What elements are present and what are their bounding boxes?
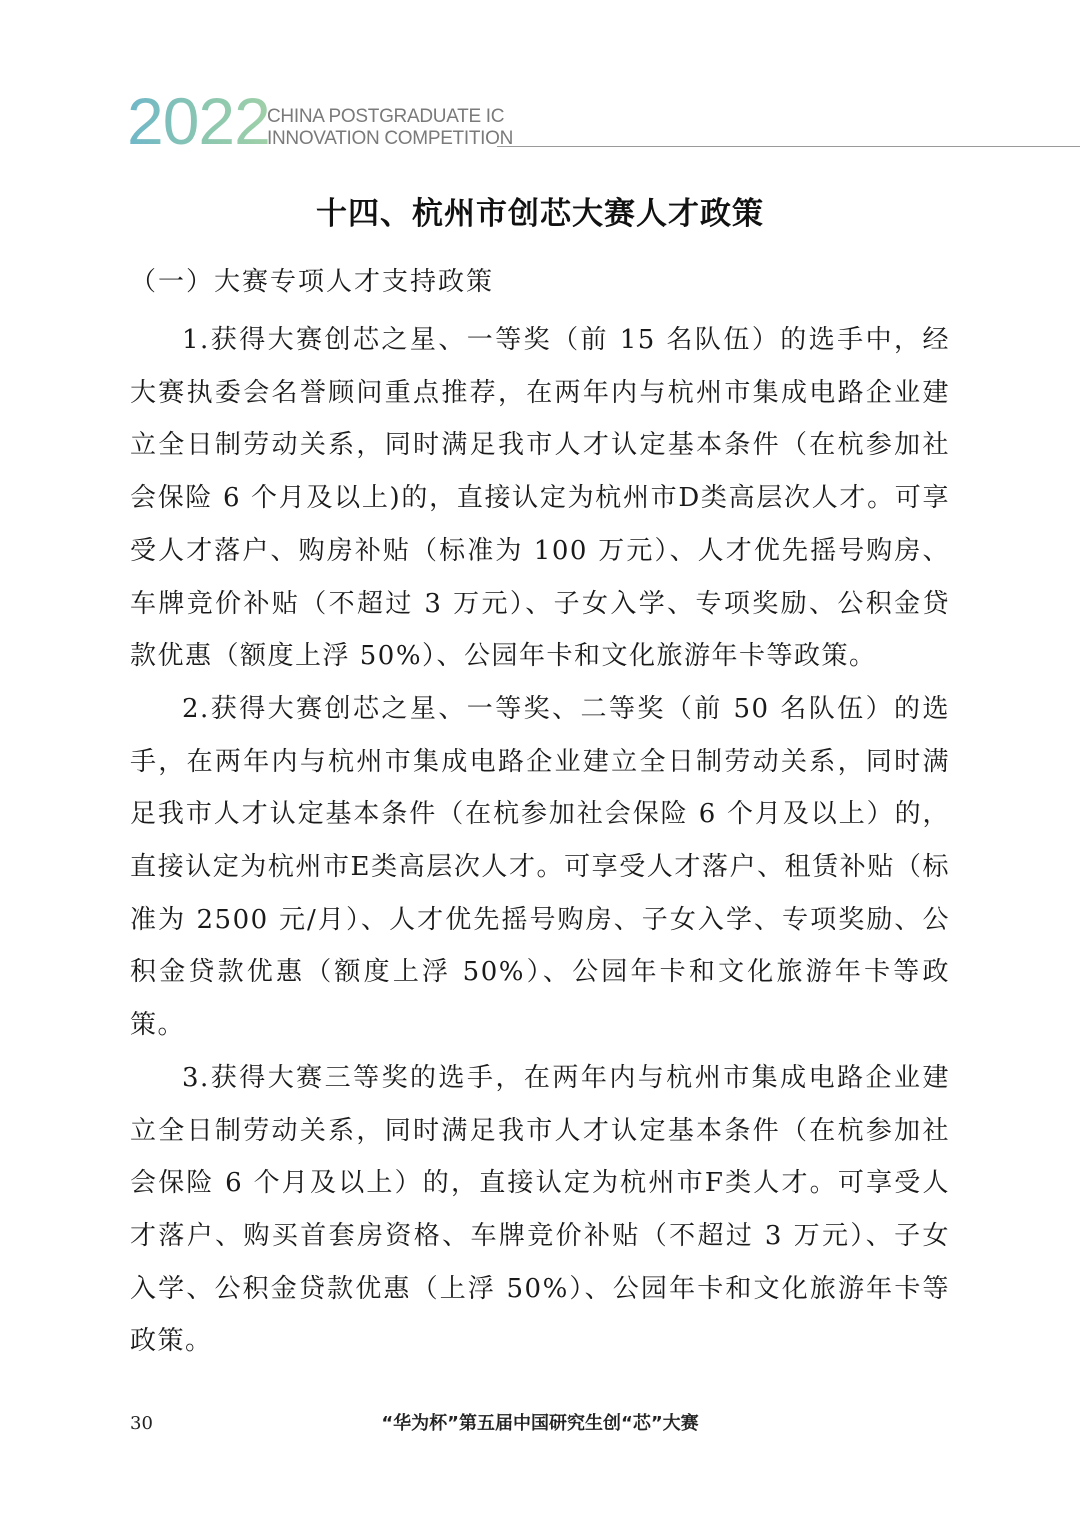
header-year: 2022 bbox=[127, 84, 270, 158]
competition-name-line-2: INNOVATION COMPETITION bbox=[267, 128, 514, 149]
header-competition-name bbox=[267, 106, 513, 150]
footer-title: “华为杯”第五届中国研究生创“芯”大赛 bbox=[381, 1413, 699, 1434]
subsection-title: （一）大赛专项人才支持政策 bbox=[130, 267, 495, 297]
page-number: 30 bbox=[130, 1413, 153, 1434]
header-rule bbox=[497, 146, 1080, 147]
paragraph-3: 3.获得大赛三等奖的选手，在两年内与杭州市集成电路企业建立全日制劳动关系，同时满足我市人才认定基本条件（在杭参加社会保险 6 个月及以上）的，直接认定为杭州市F类人才。可享受人才落户、购买首套房资格、车牌竞价补贴（不超过 3 万元）、子女入学、公积金贷款优惠（上浮 50%）、公园年卡和文化旅游年卡等政策。 bbox=[130, 1062, 950, 1357]
page-header bbox=[0, 0, 1080, 170]
paragraph-2: 2.获得大赛创芯之星、一等奖、二等奖（前 50 名队伍）的选手，在两年内与杭州市集成电路企业建立全日制劳动关系，同时满足我市人才认定基本条件（在杭参加社会保险 6 个月及以上）的，直接认定为杭州市E类高层次人才。可享受人才落户、租赁补贴（标准为 2500 元/月）、人才优先摇号购房、子女入学、专项奖励、公积金贷款优惠（额度上浮 50%）、公园年卡和文化旅游年卡等政策。 bbox=[130, 693, 950, 1041]
competition-name-line-1: CHINA POSTGRADUATE IC bbox=[267, 106, 505, 127]
section-title: 十四、杭州市创芯大赛人才政策 bbox=[316, 196, 764, 232]
document-body bbox=[130, 314, 950, 1368]
paragraph-1: 1.获得大赛创芯之星、一等奖（前 15 名队伍）的选手中，经大赛执委会名誉顾问重点推荐，在两年内与杭州市集成电路企业建立全日制劳动关系，同时满足我市人才认定基本条件（在杭参加社会保险 6 个月及以上)的，直接认定为杭州市D类高层次人才。可享受人才落户、购房补贴（标准为 100 万元）、人才优先摇号购房、车牌竞价补贴（不超过 3 万元）、子女入学、专项奖励、公积金贷款优惠（额度上浮 50%）、公园年卡和文化旅游年卡等政策。 bbox=[130, 325, 950, 672]
page-footer bbox=[0, 1412, 1080, 1442]
